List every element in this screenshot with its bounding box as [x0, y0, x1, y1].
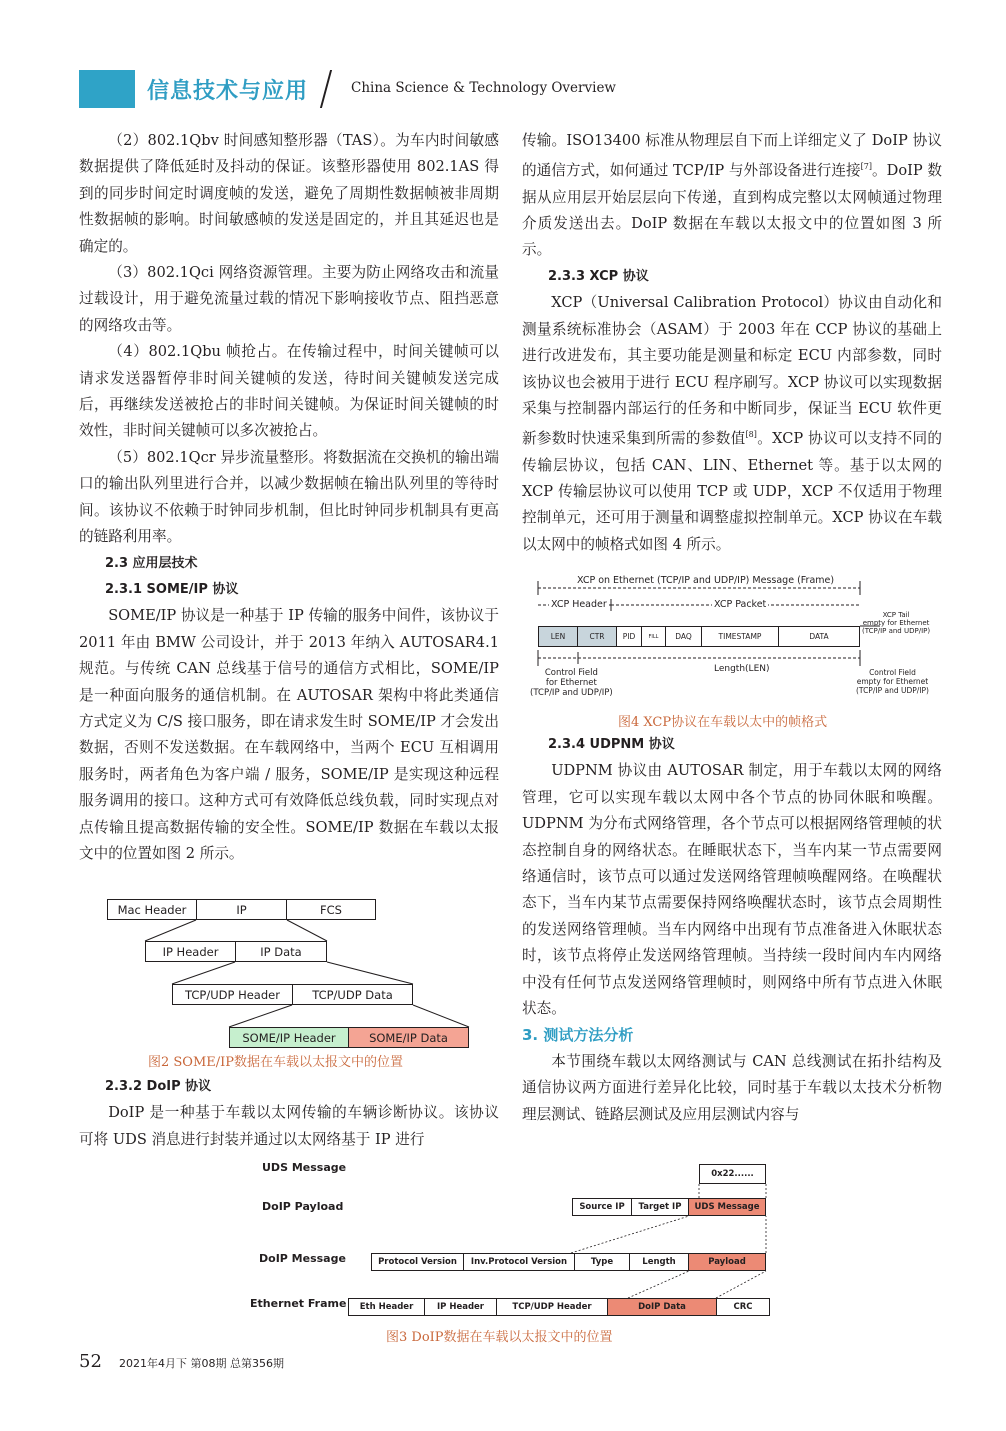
figure-2-caption: 图2 SOME/IP数据在车载以太报文中的位置: [148, 1055, 404, 1070]
fig2-tcp-data: TCP/UDP Data: [292, 984, 413, 1005]
paragraph: 本节围绕车载以太网络测试与 CAN 总线测试在拓扑结构及通信协议两方面进行差异化比较，同时基于车载以太技术分析物理层测试、链路层测试及应用层测试内容与: [522, 1052, 942, 1123]
fig2-ip: IP: [196, 899, 287, 920]
fig2-someip-header: SOME/IP Header: [229, 1027, 349, 1048]
fig4-fill: FILL: [641, 626, 666, 647]
fig3-type: Type: [574, 1253, 630, 1271]
fig3-source-ip: Source IP: [572, 1198, 632, 1216]
paragraph: SOME/IP 协议是一种基于 IP 传输的服务中间件，该协议于 2011 年由 BMW 公司设计，并于 2013 年纳入 AUTOSAR4.1 规范。与传统 CAN 总线基于信号的通信方式相比，SOME/IP 是一种面向服务的通信机制。在 AUTOSAR 架构中将此类通信方式定义为 C/S 接口服务，即在请求发生时 SOME/IP 才会发出数据，否则不发送数据。在车载网络中，当两个 ECU 互相调用服务时，两者角色为客户端 / 服务，SOME/IP 是实现这种远程服务调用的接口。这种方式可有效降低总线负载，同时实现点对点传输且提高数据传输的安全性。SOME/IP 数据在车载以太报文中的位置如图 2 所示。: [79, 607, 499, 862]
fig3-crc: CRC: [716, 1298, 770, 1316]
section-heading: 2.3 应用层技术: [105, 555, 198, 571]
fig3-uds-message: UDS Message: [688, 1198, 766, 1216]
fig4-daq: DAQ: [665, 626, 702, 647]
fig3-length: Length: [629, 1253, 689, 1271]
fig2-ip-data: IP Data: [235, 941, 327, 962]
fig3-doip-data: DoIP Data: [607, 1298, 717, 1316]
fig3-eth-header: Eth Header: [348, 1298, 425, 1316]
paragraph: （3）802.1Qci 网络资源管理。主要为防止网络攻击和流量过载设计，用于避免流量过载的情况下影响接收节点、阻挡恶意的网络攻击等。: [79, 264, 499, 334]
fig3-ip-header: IP Header: [424, 1298, 497, 1316]
paragraph-text: 。DoIP 数据从应用层开始层层向下传递，直到构成完整以太网帧通过物理介质发送出去。DoIP 数据在车载以太报文中的位置如图 3 所示。: [522, 162, 942, 259]
fig2-tcp-header: TCP/UDP Header: [172, 984, 293, 1005]
subsection-heading: 2.3.1 SOME/IP 协议: [105, 581, 239, 597]
fig4-top-label: XCP on Ethernet (TCP/IP and UDP/IP) Message (Frame): [577, 575, 835, 586]
fig2-mac-header: Mac Header: [107, 899, 197, 920]
fig4-xcp-tail: XCP Tail empty for Ethernet (TCP/IP and UDP/IP): [862, 611, 931, 635]
fig4-control-field-left: Control Field for Ethernet (TCP/IP and UDP/IP): [530, 668, 613, 698]
subsection-heading: 2.3.3 XCP 协议: [548, 268, 649, 284]
fig4-len: LEN: [538, 626, 578, 647]
fig4-xcp-packet: XCP Packet: [714, 599, 767, 610]
subsection-heading: 2.3.2 DoIP 协议: [105, 1079, 212, 1094]
fig3-label-message: DoIP Message: [259, 1252, 346, 1265]
paragraph-text: 。XCP 协议可以支持不同的传输层协议，包括 CAN、LIN、Ethernet 等。基于以太网的 XCP 传输层协议可以使用 TCP 或 UDP，XCP 不仅适用于物理控制单元，还可用于测量和调整虚拟控制单元。XCP 协议在车载以太网中的帧格式如图 4 所示。: [522, 430, 942, 553]
fig3-tcp-header: TCP/UDP Header: [496, 1298, 608, 1316]
fig4-pid: PID: [616, 626, 642, 647]
paragraph-text: 传输。ISO13400 标准从物理层自下而上详细定义了 DoIP 协议的通信方式，如何通过 TCP/IP 与外部设备进行连接: [522, 132, 942, 180]
paragraph: DoIP 是一种基于车载以太网传输的车辆诊断协议。该协议可将 UDS 消息进行封装并通过以太网络基于 IP 进行: [79, 1104, 499, 1148]
fig4-data: DATA: [778, 626, 860, 647]
page-number: 52: [79, 1351, 102, 1372]
paragraph: （2）802.1Qbv 时间感知整形器（TAS）。为车内时间敏感数据提供了降低延时及抖动的保证。该整形器使用 802.1AS 得到的同步时间定时调度帧的发送，避免了周期性数据帧被非周期性数据帧的影响。时间敏感帧的发送是固定的，并且其延迟也是确定的。: [79, 132, 499, 255]
issue-info: 2021年4月下 第08期 总第356期: [119, 1357, 284, 1370]
fig4-ctr: CTR: [577, 626, 617, 647]
figure-4-caption: 图4 XCP协议在车载以太中的帧格式: [618, 715, 828, 730]
fig3-target-ip: Target IP: [631, 1198, 689, 1216]
fig3-label-frame: Ethernet Frame: [250, 1297, 347, 1310]
fig3-inv-protocol-version: Inv.Protocol Version: [463, 1253, 575, 1271]
fig2-fcs: FCS: [286, 899, 376, 920]
fig2-someip-data: SOME/IP Data: [348, 1027, 469, 1048]
citation: [8]: [745, 430, 757, 440]
fig3-uds: 0x22......: [699, 1164, 766, 1184]
paragraph: UDPNM 协议由 AUTOSAR 制定，用于车载以太网的网络管理，它可以实现车载以太网中各个节点的协同休眠和唤醒。UDPNM 为分布式网络管理，各个节点可以根据网络管理帧的状态控制自身的网络状态。在睡眠状态下，当车内某一节点需要网络通信时，该节点可以通过发送网络管理帧唤醒网络。在唤醒状态下，当车内某节点需要保持网络唤醒状态时，该节点会周期性的发送网络管理帧。当车内网络中出现有节点准备进入休眠状态时，该节点将停止发送网络管理帧。当持续一段时间内车内网络中没有任何节点发送网络管理帧时，则网络中所有节点进入休眠状态。: [522, 762, 942, 1018]
figure-3-caption: 图3 DoIP数据在车载以太报文中的位置: [386, 1330, 613, 1345]
fig4-timestamp: TIMESTAMP: [701, 626, 779, 647]
fig4-control-field-right: Control Field empty for Ethernet (TCP/IP and UDP/IP): [856, 668, 929, 695]
section-heading: 3. 测试方法分析: [522, 1026, 634, 1045]
fig2-ip-header: IP Header: [145, 941, 236, 962]
paragraph: （5）802.1Qcr 异步流量整形。将数据流在交换机的输出端口的输出队列里进行合并，以减少数据帧在输出队列里的等待时间。该协议不依赖于时钟同步机制，但比时钟同步机制具有更高的链路利用率。: [79, 448, 499, 546]
fig4-length: Length(LEN): [714, 664, 770, 674]
fig4-xcp-header: XCP Header: [551, 599, 607, 610]
journal-title-cn: 信息技术与应用: [147, 79, 309, 104]
fig3-protocol-version: Protocol Version: [371, 1253, 464, 1271]
paragraph: （4）802.1Qbu 帧抢占。在传输过程中，时间关键帧可以请求发送器暂停非时间关键帧的发送，待时间关键帧发送完成后，再继续发送被抢占的非时间关键帧。为保证时间关键帧的时效性，非时间关键帧可以多次被抢占。: [79, 343, 499, 440]
fig3-label-uds: UDS Message: [262, 1161, 347, 1174]
fig3-payload: Payload: [688, 1253, 766, 1271]
footer: [79, 1351, 284, 1372]
citation: [7]: [860, 162, 872, 172]
subsection-heading: 2.3.4 UDPNM 协议: [548, 737, 675, 752]
journal-title-en: China Science & Technology Overview: [351, 80, 616, 96]
fig3-label-payload: DoIP Payload: [262, 1200, 344, 1213]
paragraph-text: XCP（Universal Calibration Protocol）协议由自动化和测量系统标准协会（ASAM）于 2003 年在 CCP 协议的基础上进行改进发布，其主要功能是测量和标定 ECU 内部参数，同时该协议也会被用于进行 ECU 程序刷写。XCP 协议可以实现数据采集与控制器内部运行的任务和中断同步，保证当 ECU 软件更新参数时快速采集到所需的参数值: [522, 294, 942, 448]
